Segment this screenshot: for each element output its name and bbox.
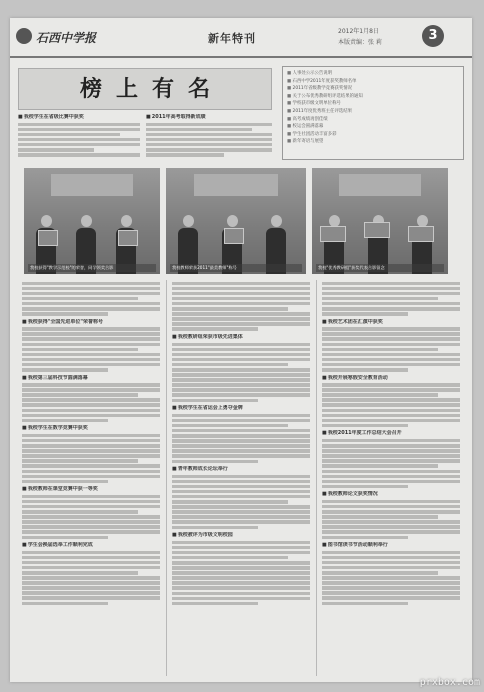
- contents-item: ■ 石西中学2011年度获奖教师名单: [287, 78, 459, 86]
- contents-item: ■ 人事处公示公告说明: [287, 70, 459, 78]
- newspaper-page: [10, 18, 472, 682]
- section-title: 新年特刊: [208, 32, 256, 45]
- article-heading: ■ 我校艺术团在汇演中获奖: [322, 319, 460, 326]
- headline-title: 榜上有名: [79, 76, 224, 102]
- article-top-mid: [146, 114, 272, 162]
- photo-caption: 我校"优秀教研组"获奖代表合影留念: [316, 264, 444, 272]
- headline-banner: [18, 68, 272, 110]
- article-heading: ■ 我校学生在省运会上勇夺金牌: [172, 405, 310, 412]
- article-heading: ■ 我校第三届科技节圆满落幕: [22, 375, 160, 382]
- article-heading: ■ 我校学生在省级比赛中获奖: [18, 114, 140, 121]
- photo-strip: [24, 168, 448, 274]
- article-heading: ■ 2011年高考取得新成绩: [146, 114, 272, 121]
- contents-item: ■ 高考成绩再创佳绩: [287, 116, 459, 124]
- article-heading: ■ 我校教师在课堂竞赛中获一等奖: [22, 486, 160, 493]
- newspaper-logo: 石西中学报: [36, 31, 97, 45]
- article-columns: [22, 280, 460, 676]
- article-heading: ■ 图书馆读书节活动顺利举行: [322, 542, 460, 549]
- article-heading: ■ 我校教师论文获奖情况: [322, 491, 460, 498]
- contents-item: ■ 学校获市级文明单位称号: [287, 100, 459, 108]
- article-body: [146, 123, 272, 157]
- contents-box: [282, 66, 464, 160]
- photo-award-teachers: [166, 168, 306, 274]
- article-heading: ■ 我校2011年度工作总结大会召开: [322, 430, 460, 437]
- article-heading: ■ 我校获得"全国先进单位"荣誉称号: [22, 319, 160, 326]
- contents-item: ■ 关于公布优秀教研组评选结果的通知: [287, 93, 459, 101]
- masthead: [10, 18, 472, 58]
- photo-award-students: [24, 168, 160, 274]
- article-heading: ■ 我校开展寒假安全教育活动: [322, 375, 460, 382]
- column-1: [22, 280, 160, 676]
- column-2: [172, 280, 310, 676]
- article-top-left: [18, 114, 140, 162]
- photo-award-group: [312, 168, 448, 274]
- contents-item: ■ 2011年度优秀班主任评选结果: [287, 108, 459, 116]
- contents-item: ■ 新年寄语与展望: [287, 138, 459, 146]
- issue-editor: 本版责编：张 莉: [338, 39, 382, 46]
- article-body: [18, 123, 140, 157]
- article-heading: ■ 学生会换届选举工作顺利完成: [22, 542, 160, 549]
- article-heading: ■ 青年教师成长论坛举行: [172, 466, 310, 473]
- article-heading: ■ 我校教研组荣获市级先进集体: [172, 334, 310, 341]
- photo-caption: 我校教师荣获2011"最美教师"称号: [170, 264, 302, 272]
- contents-item: ■ 校运会圆满落幕: [287, 123, 459, 131]
- contents-item: ■ 学生社团活动丰富多彩: [287, 131, 459, 139]
- issue-date: 2012年1月8日: [338, 28, 379, 35]
- article-heading: ■ 我校学生在数学竞赛中获奖: [22, 425, 160, 432]
- column-3: [322, 280, 460, 676]
- school-emblem-icon: [16, 28, 32, 44]
- photo-caption: 我校获得"教学示范校"的荣誉，同学领奖合影: [28, 264, 156, 272]
- page-number-badge: 3: [422, 25, 444, 47]
- article-heading: ■ 我校被评为市级文明校园: [172, 532, 310, 539]
- contents-item: ■ 2011年省级教学竞赛获奖情况: [287, 85, 459, 93]
- watermark: prxbox.com: [419, 677, 480, 688]
